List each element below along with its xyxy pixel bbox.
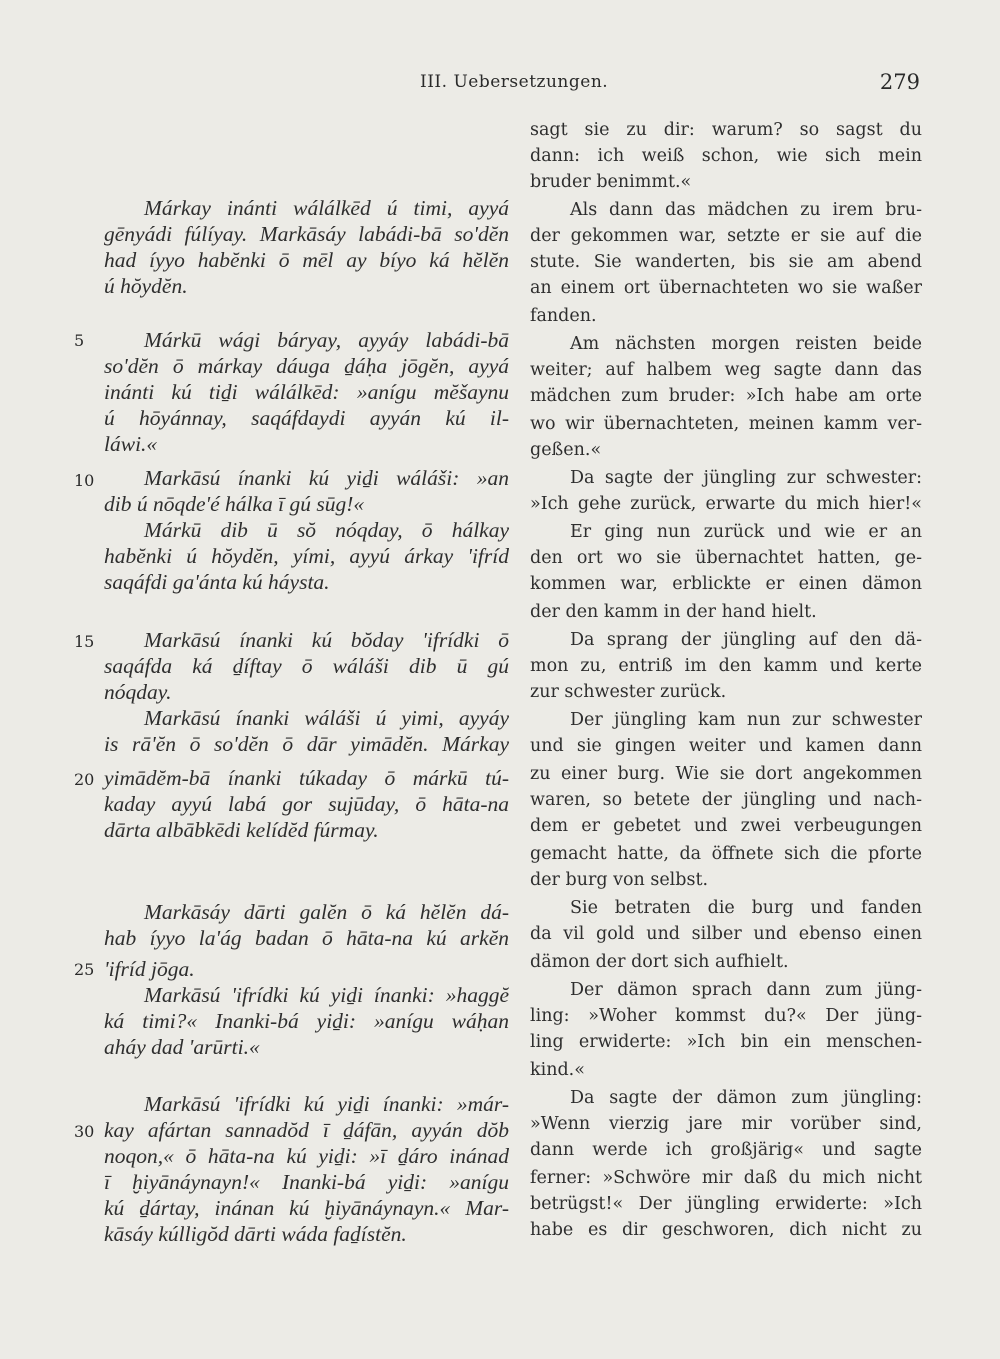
text-line: betrügst!« Der jüngling erwiderte: »Ich — [530, 1194, 922, 1214]
text-line: weiter; auf halbem weg sagte dann das — [530, 360, 922, 380]
text-line: Da sagte der dämon zum jüngling: — [570, 1088, 922, 1108]
text-line: der den kamm in der hand hielt. — [530, 602, 817, 622]
text-line: der gekommen war, setzte er sie auf die — [530, 226, 922, 246]
text-line: nóqday. — [104, 680, 172, 704]
text-line: geßen.« — [530, 440, 602, 460]
text-line: aháy dad 'arūrti.« — [104, 1035, 260, 1059]
text-line: Markāsú 'ifrídki kú yiḏi ínanki: »már- — [144, 1092, 509, 1116]
text-line: dann: ich weiß schon, wie sich mein — [530, 146, 922, 166]
text-line: Da sprang der jüngling auf den dä- — [570, 630, 922, 650]
text-line: ú hŏydĕn. — [104, 274, 188, 298]
line-number: 20 — [74, 770, 95, 789]
line-number: 25 — [74, 960, 95, 979]
text-line: kāsáy kúlligŏd dārti wáda faḏístĕn. — [104, 1222, 407, 1246]
text-line: mon zu, entriß im den kamm und kerte — [530, 656, 922, 676]
text-line: ú hōyánnay, saqáfdaydi ayyán kú il- — [104, 406, 509, 430]
text-line: ī ḫiyānáynayn!« Inanki-bá yiḏi: »anígu — [104, 1170, 509, 1194]
text-line: »Ich gehe zurück, erwarte du mich hier!« — [530, 494, 922, 514]
text-line: inánti kú tiḏi wálálkēd: »anígu mĕšaynu — [104, 380, 509, 404]
text-line: Am nächsten morgen reisten beide — [570, 334, 922, 354]
text-line: so'dĕn ō márkay dáuga ḏáḥa jōgĕn, ayyá — [104, 354, 509, 378]
text-line: saqáfda ká ḏíftay ō wáláši dib ū gú — [104, 654, 509, 678]
text-line: hab íyyo la'ág badan ō hāta-na kú arkĕn — [104, 926, 509, 950]
text-line: den ort wo sie übernachtet hatten, ge- — [530, 548, 922, 568]
text-line: waren, so betete der jüngling und nach- — [530, 790, 922, 810]
text-line: yimādĕm-bā ínanki túkaday ō márkū tú- — [104, 766, 509, 790]
text-line: sagt sie zu dir: warum? so sagst du — [530, 120, 922, 140]
text-line: Sie betraten die burg und fanden — [570, 898, 922, 918]
text-line: noqon,« ō hāta-na kú yiḏi: »ī ḏáro inánad — [104, 1144, 509, 1168]
text-line: »Wenn vierzig jare mir vorüber sind, — [530, 1114, 922, 1134]
text-line: dib ú nōqde'é hálka ī gú sūg!« — [104, 492, 365, 516]
text-line: kommen war, erblickte er einen dämon — [530, 574, 922, 594]
text-line: dann werde ich großjärig« und sagte — [530, 1140, 922, 1160]
text-line: Markāsú 'ifrídki kú yiḏi ínanki: »haggĕ — [144, 983, 509, 1007]
text-line: Der dämon sprach dann zum jüng- — [570, 980, 922, 1000]
text-line: an einem ort übernachteten wo sie waßer — [530, 278, 922, 298]
text-line: und sie gingen weiter und kamen dann — [530, 736, 922, 756]
text-line: fanden. — [530, 306, 597, 326]
text-line: Markāsú ínanki kú yiḏi wáláši: »an — [144, 466, 509, 490]
text-line: kú ḏártay, inánan kú ḫiyānáynayn.« Mar- — [104, 1196, 509, 1220]
text-line: Markāsáy dārti galĕn ō ká hĕlĕn dá- — [144, 900, 509, 924]
text-line: Er ging nun zurück und wie er an — [570, 522, 922, 542]
text-line: dämon der dort sich aufhielt. — [530, 952, 789, 972]
line-number: 10 — [74, 471, 95, 490]
text-line: kay afártan sannadŏd ī ḏáfān, ayyán dŏb — [104, 1118, 509, 1142]
text-line: stute. Sie wanderten, bis sie am abend — [530, 252, 922, 272]
text-line: wo wir übernachteten, meinen kamm ver- — [530, 414, 922, 434]
text-line: mädchen zum bruder: »Ich habe am orte — [530, 386, 922, 406]
running-title: III. Uebersetzungen. — [420, 72, 609, 92]
text-line: habĕnki ú hŏydĕn, yími, ayyú árkay 'ifríd — [104, 544, 509, 568]
text-line: ká timi?« Inanki-bá yiḏi: »anígu wáḥan — [104, 1009, 509, 1033]
text-line: Der jüngling kam nun zur schwester — [570, 710, 922, 730]
text-line: Als dann das mädchen zu irem bru- — [570, 200, 922, 220]
text-line: da vil gold und silber und ebenso einen — [530, 924, 922, 944]
text-line: dem er gebetet und zwei verbeugungen — [530, 816, 922, 836]
text-line: Márkū dib ū sŏ nóqday, ō hálkay — [144, 518, 509, 542]
text-line: ling erwiderte: »Ich bin ein menschen- — [530, 1032, 922, 1052]
text-line: ling: »Woher kommst du?« Der jüng- — [530, 1006, 922, 1026]
text-line: gēnyádi fúlíyay. Markāsáy labádi-bā so'dĕn — [104, 222, 509, 246]
text-line: Markāsú ínanki wáláši ú yimi, ayyáy — [144, 706, 509, 730]
text-line: bruder benimmt.« — [530, 172, 692, 192]
line-number: 30 — [74, 1122, 95, 1141]
text-line: Markāsú ínanki kú bŏday 'ifrídki ō — [144, 628, 509, 652]
text-line: is rā'ĕn ō so'dĕn ō dār yimādĕn. Márkay — [104, 732, 509, 756]
text-line: 'ifríd jōga. — [104, 957, 195, 981]
text-line: láwi.« — [104, 432, 158, 456]
page-number: 279 — [879, 70, 920, 94]
text-line: saqáfdi ga'ánta kú háysta. — [104, 570, 330, 594]
line-number: 15 — [74, 632, 95, 651]
text-line: kind.« — [530, 1060, 585, 1080]
text-line: Márkū wági báryay, ayyáy labádi-bā — [144, 328, 509, 352]
text-line: Da sagte der jüngling zur schwester: — [570, 468, 922, 488]
text-line: ferner: »Schwöre mir daß du mich nicht — [530, 1168, 922, 1188]
text-line: kaday ayyú labá gor sujūday, ō hāta-na — [104, 792, 509, 816]
text-line: habe es dir geschworen, dich nicht zu — [530, 1220, 922, 1240]
text-line: dārta albābkēdi kelídĕd fúrmay. — [104, 818, 379, 842]
text-line: gemacht hatte, da öffnete sich die pforte — [530, 844, 922, 864]
text-line: zu einer burg. Wie sie dort angekommen — [530, 764, 922, 784]
text-line: Márkay inánti wálálkēd ú timi, ayyá — [144, 196, 509, 220]
text-line: zur schwester zurück. — [530, 682, 727, 702]
text-line: der burg von selbst. — [530, 870, 709, 890]
text-line: had íyyo habĕnki ō mēl ay bíyo ká hĕlĕn — [104, 248, 509, 272]
line-number: 5 — [74, 331, 85, 350]
